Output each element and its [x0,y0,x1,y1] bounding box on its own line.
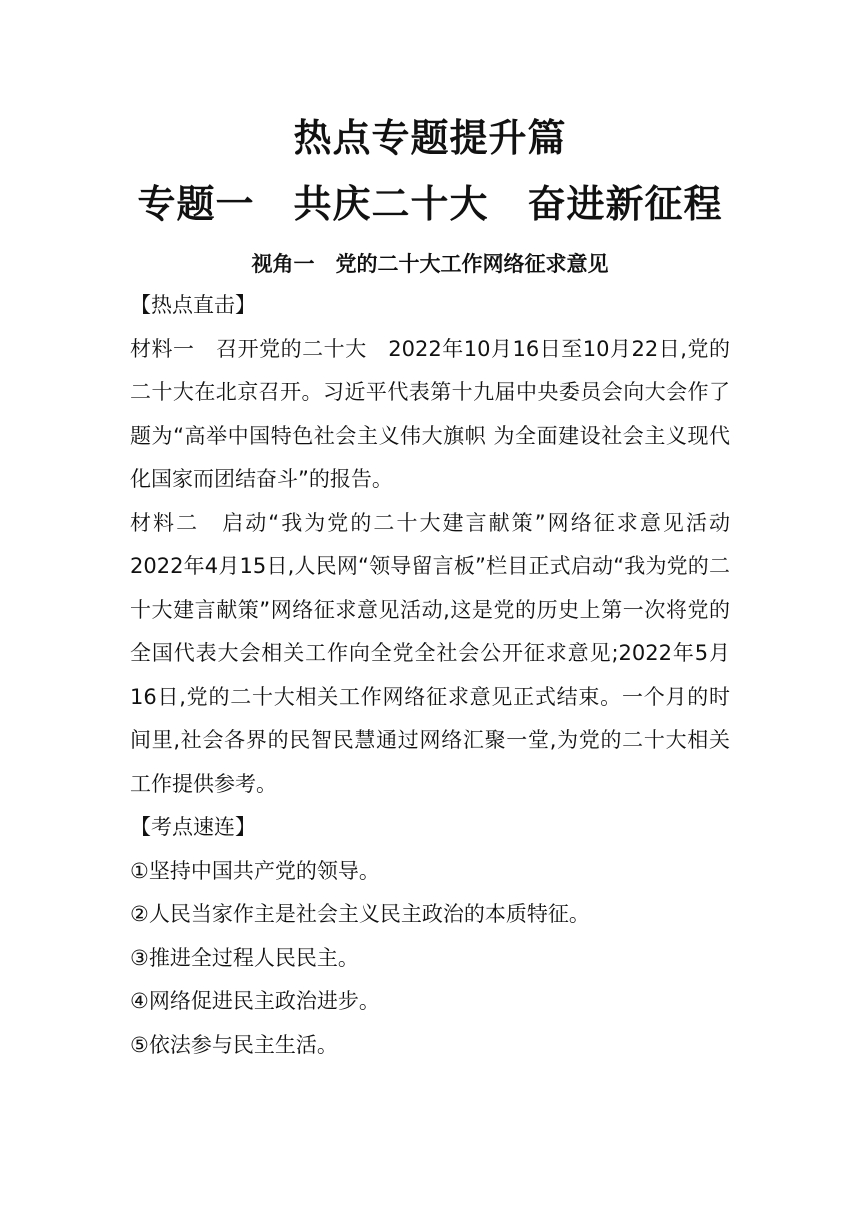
point-item: ①坚持中国共产党的领导。 [130,858,380,883]
section-heading-points: 【考点速连】 [130,815,256,839]
point-item: ④网络促进民主政治进步。 [130,989,380,1013]
topic-title: 专题一 共庆二十大 奋进新征程 [137,182,723,226]
material-one-paragraph: 材料一 召开党的二十大 2022年10月16日至10月22日,党的二十大在北京召开。习近平代表第十九届中央委员会向大会作了题为“高举中国特色社会主义伟大旗帜 为全面建设社会主义现代化国家而团结奋斗”的报告。 [130,336,730,491]
point-item: ③推进全过程人民民主。 [130,945,359,970]
main-title: 热点专题提升篇 [293,116,567,160]
angle-subtitle: 视角一 党的二十大工作网络征求意见 [251,252,609,276]
section-heading-hot: 【热点直击】 [130,293,256,317]
point-item: ②人民当家作主是社会主义民主政治的本质特征。 [130,902,590,926]
point-item: ⑤依法参与民主生活。 [130,1032,338,1057]
document-body [130,284,751,1067]
material-two-paragraph: 材料二 启动“我为党的二十大建言献策”网络征求意见活动 2022年4月15日,人民网“领导留言板”栏目正式启动“我为党的二十大建言献策”网络征求意见活动,这是党的历史上第一次将党的全国代表大会相关工作向全党全社会公开征求意见;2022年5月16日,党的二十大相关工作网络征求意见正式结束。一个月的时间里,社会各界的民智民慧通过网络汇聚一堂,为党的二十大相关工作提供参考。 [130,510,751,796]
